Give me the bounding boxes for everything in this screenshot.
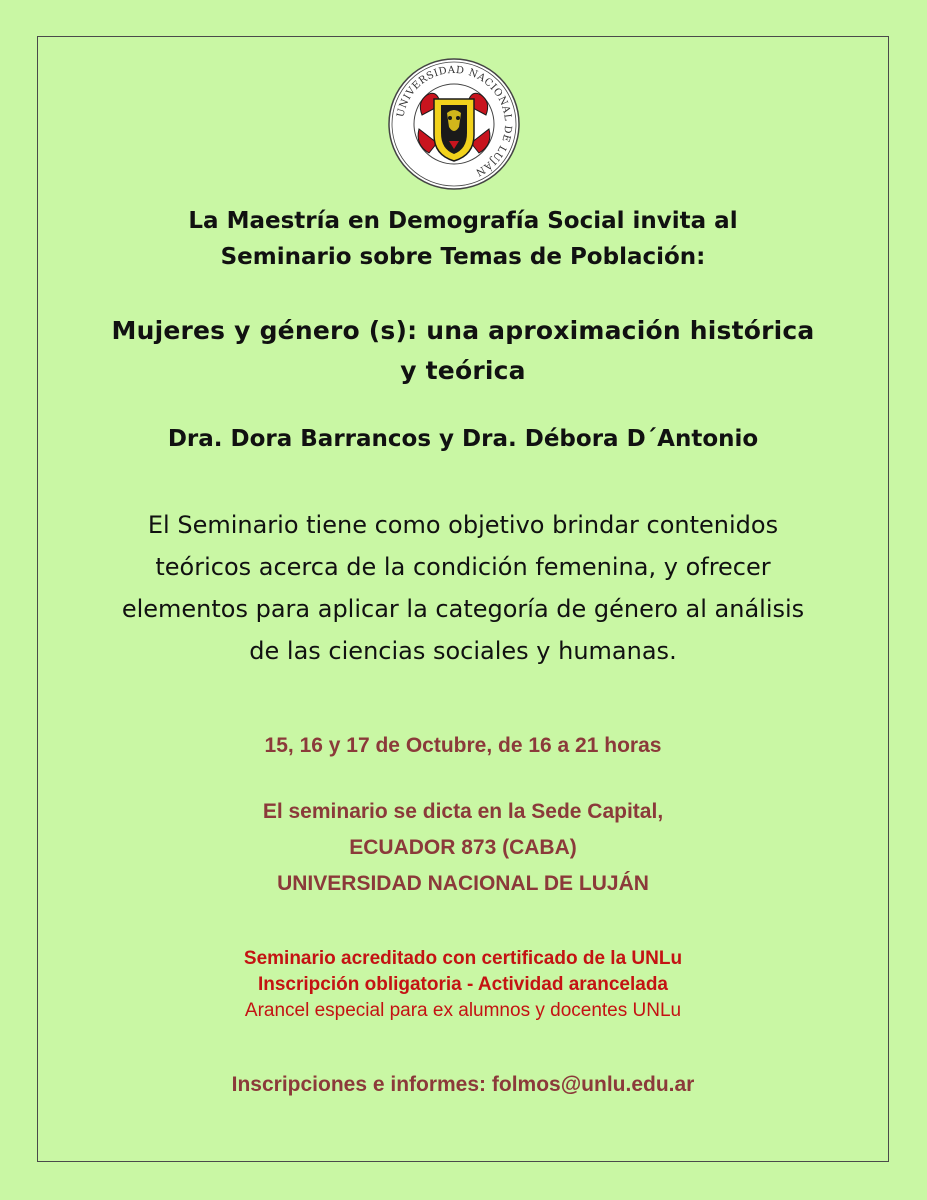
invitation-line-1: La Maestría en Demografía Social invita al [188, 208, 738, 234]
seminar-description [37, 504, 889, 672]
note-registration: Inscripción obligatoria - Actividad arancelada [257, 974, 668, 995]
seminar-title-line-2: y teórica [400, 356, 526, 385]
seal-text: UNIVERSIDAD NACIONAL DE LUJÁN [395, 64, 514, 178]
contact-info: Inscripciones e informes: folmos@unlu.edu.ar [231, 1073, 695, 1096]
venue-info [37, 794, 889, 902]
registration-notes [37, 946, 889, 1024]
schedule-dates: 15, 16 y 17 de Octubre, de 16 a 21 horas [264, 734, 662, 757]
venue-line-1: El seminario se dicta en la Sede Capital, [262, 800, 664, 823]
seminar-title [37, 311, 889, 391]
description-line-3: elementos para aplicar la categoría de género al análisis [121, 595, 805, 623]
description-line-4: de las ciencias sociales y humanas. [249, 637, 677, 665]
description-line-2: teóricos acerca de la condición femenina, y ofrecer [155, 553, 771, 581]
invitation-line-2: Seminario sobre Temas de Población: [220, 244, 706, 270]
speakers: Dra. Dora Barrancos y Dra. Débora D´Antonio [167, 426, 759, 452]
note-special-fee: Arancel especial para ex alumnos y docentes UNLu [244, 1000, 682, 1021]
seminar-title-line-1: Mujeres y género (s): una aproximación histórica [111, 316, 815, 345]
invitation-heading [37, 203, 889, 275]
description-line-1: El Seminario tiene como objetivo brindar contenidos [147, 511, 779, 539]
note-certificate: Seminario acreditado con certificado de la UNLu [243, 948, 683, 969]
venue-university: UNIVERSIDAD NACIONAL DE LUJÁN [277, 872, 649, 895]
university-seal-logo [387, 57, 521, 191]
venue-address: ECUADOR 873 (CABA) [349, 836, 577, 859]
